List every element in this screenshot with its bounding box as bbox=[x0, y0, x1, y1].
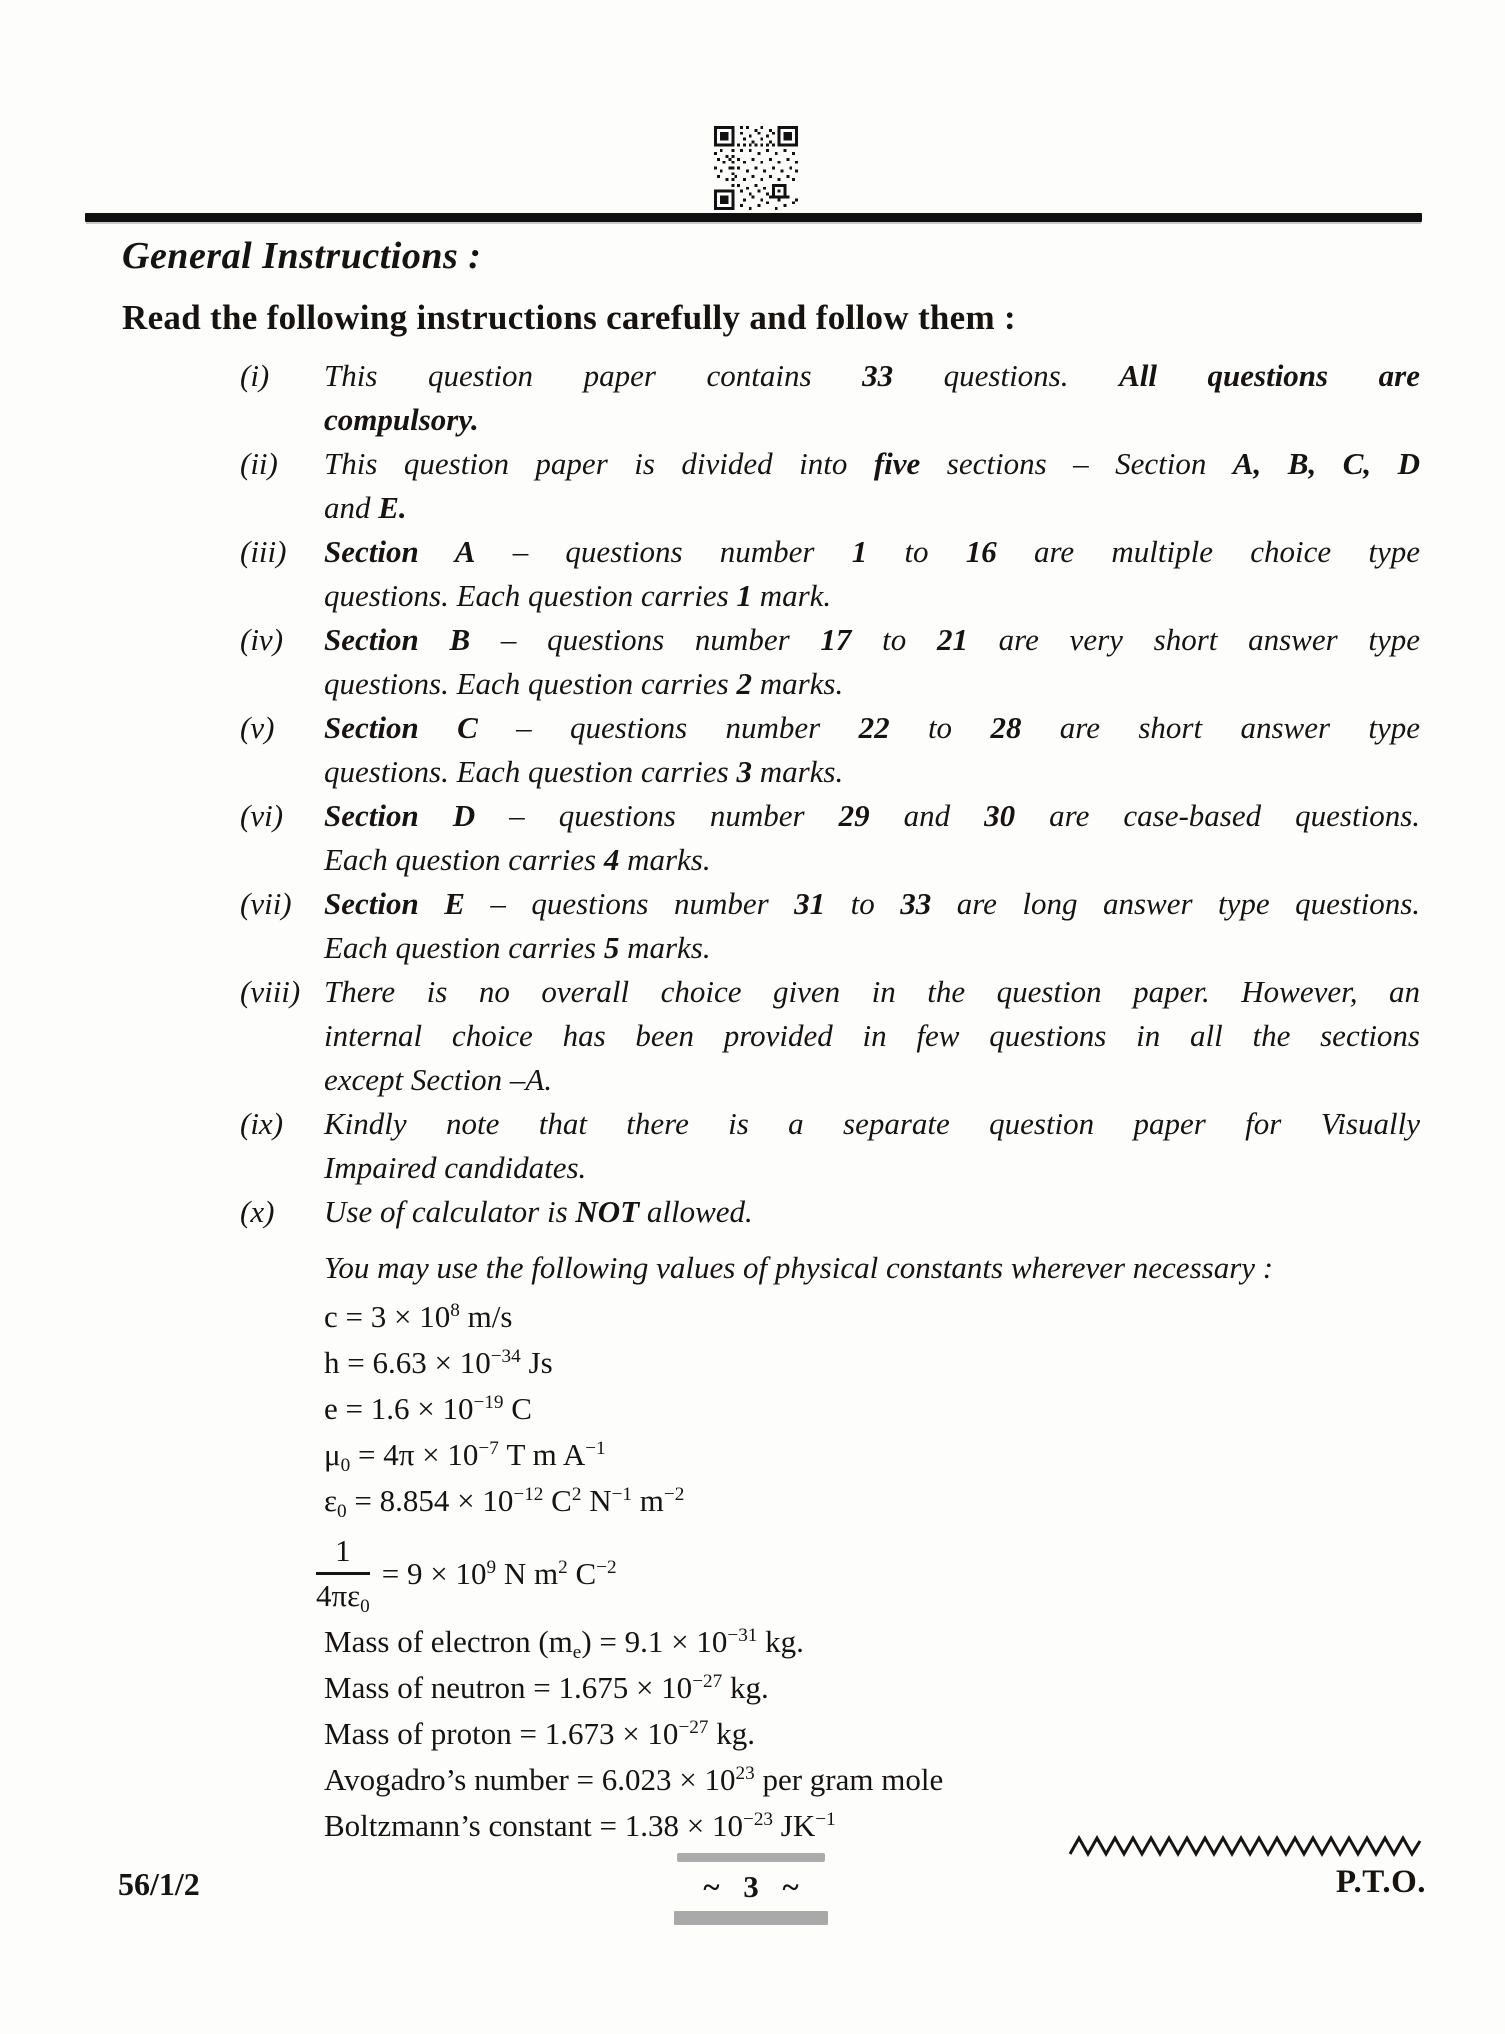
instruction-line: There is no overall choice given in the question paper. However, an bbox=[324, 974, 1420, 1009]
instruction-item bbox=[240, 354, 1420, 442]
instruction-label: (viii) bbox=[240, 974, 301, 1009]
instruction-text bbox=[324, 442, 1420, 530]
constant-line: Mass of electron $(m_e) = 9.1 \times 10^{-31}$ kg. bbox=[324, 1624, 804, 1663]
instruction-line: internal choice has been provided in few questions in all the sections bbox=[324, 1018, 1420, 1053]
instruction-text bbox=[324, 882, 1420, 970]
instruction-item bbox=[240, 618, 1420, 706]
strip-bar-bottom bbox=[674, 1911, 828, 1925]
instruction-label: (iv) bbox=[240, 622, 284, 657]
instruction-label: (vi) bbox=[240, 798, 284, 833]
instruction-line: This question paper contains 33 questions. All questions are bbox=[324, 358, 1420, 393]
instructions-heading: Read the following instructions carefully and follow them : bbox=[122, 298, 1016, 337]
instruction-label: (iii) bbox=[240, 534, 287, 569]
instruction-label: (i) bbox=[240, 358, 270, 393]
constant-line: Mass of proton = $1.673 \times 10^{-27}$ kg. bbox=[324, 1716, 755, 1751]
instruction-line: Impaired candidates. bbox=[324, 1150, 587, 1185]
instruction-item bbox=[240, 530, 1420, 618]
constant-line: $e = 1.6 \times 10^{-19}$ C bbox=[324, 1391, 532, 1426]
instruction-item bbox=[240, 882, 1420, 970]
instruction-line: Kindly note that there is a separate question paper for Visually bbox=[324, 1106, 1420, 1141]
instruction-text bbox=[324, 794, 1420, 882]
qr-code bbox=[714, 126, 798, 210]
instruction-line: and E. bbox=[324, 490, 407, 525]
instruction-text bbox=[324, 1190, 1420, 1234]
instruction-line: Section C – questions number 22 to 28 are short answer type bbox=[324, 710, 1421, 745]
instruction-item bbox=[240, 970, 1420, 1102]
constant-line: Avogadro’s number = $6.023 \times 10^{23}$ per gram mole bbox=[324, 1762, 944, 1797]
instruction-line: questions. Each question carries 2 marks. bbox=[324, 666, 844, 701]
instruction-label: (vii) bbox=[240, 886, 292, 921]
instruction-item bbox=[240, 794, 1420, 882]
constant-line: $\mu_0 = 4\pi \times 10^{-7}$ T m $A^{-1}$ bbox=[324, 1437, 606, 1476]
instruction-text bbox=[324, 530, 1420, 618]
page-number: ~ 3 ~ bbox=[703, 1869, 799, 1904]
instruction-line: Use of calculator is NOT allowed. bbox=[324, 1194, 753, 1229]
instruction-line: questions. Each question carries 1 mark. bbox=[324, 578, 832, 613]
instruction-line: Each question carries 5 marks. bbox=[324, 930, 711, 965]
instruction-line: This question paper is divided into five sections – Section A, B, C, D bbox=[324, 446, 1420, 481]
instruction-text bbox=[324, 970, 1420, 1102]
horizontal-rule bbox=[85, 213, 1422, 222]
instruction-line: questions. Each question carries 3 marks. bbox=[324, 754, 844, 789]
instruction-line: Section E – questions number 31 to 33 are long answer type questions. bbox=[324, 886, 1421, 921]
instruction-line: Each question carries 4 marks. bbox=[324, 842, 711, 877]
paper-code: 56/1/2 bbox=[118, 1866, 200, 1902]
instruction-label: (ix) bbox=[240, 1106, 284, 1141]
constant-line: Boltzmann’s constant = $1.38 \times 10^{-23}$ $JK^{-1}$ bbox=[324, 1808, 836, 1843]
instruction-text bbox=[324, 354, 1420, 442]
strip-bar-top bbox=[677, 1853, 825, 1862]
pto-label: P.T.O. bbox=[1335, 1864, 1426, 1900]
instruction-item bbox=[240, 706, 1420, 794]
instruction-line: Section D – questions number 29 and 30 are case-based questions. bbox=[324, 798, 1421, 833]
constants-note: You may use the following values of physical constants wherever necessary : bbox=[324, 1250, 1274, 1285]
constant-line: $\varepsilon_0 = 8.854 \times 10^{-12}$ $C^2$ $N^{-1}$ $m^{-2}$ bbox=[324, 1483, 685, 1522]
instructions-list bbox=[122, 354, 1420, 1234]
page-number-strip bbox=[677, 1853, 825, 1925]
constants-list bbox=[316, 1294, 1420, 1849]
instruction-label: (v) bbox=[240, 710, 275, 745]
instruction-item bbox=[240, 1102, 1420, 1190]
page-title: General Instructions : bbox=[122, 235, 482, 277]
page-content bbox=[122, 234, 1420, 1849]
constant-line: $c = 3 \times 10^8$ m/s bbox=[324, 1299, 513, 1334]
constant-line: $h = 6.63 \times 10^{-34}$ Js bbox=[324, 1345, 553, 1380]
instruction-text bbox=[324, 706, 1420, 794]
instruction-line: compulsory. bbox=[324, 402, 479, 437]
instruction-label: (ii) bbox=[240, 446, 278, 481]
instruction-label: (x) bbox=[240, 1194, 275, 1229]
constant-line: Mass of neutron = $1.675 \times 10^{-27}$ kg. bbox=[324, 1670, 769, 1705]
instruction-text bbox=[324, 618, 1420, 706]
instruction-line: Section B – questions number 17 to 21 are very short answer type bbox=[324, 622, 1421, 657]
wavy-line bbox=[1068, 1834, 1424, 1858]
instruction-line: Section A – questions number 1 to 16 are multiple choice type bbox=[324, 534, 1420, 569]
instruction-line: except Section –A. bbox=[324, 1062, 553, 1097]
instruction-item bbox=[240, 442, 1420, 530]
constant-line: $\frac{1}{4\pi\varepsilon_0}$ = $9 \times 10^9$ N $m^2$ $C^{-2}$ bbox=[316, 1533, 617, 1617]
instruction-text bbox=[324, 1102, 1420, 1190]
fraction: $\frac{1}{4\pi\varepsilon_0}$ bbox=[316, 1533, 370, 1617]
instruction-item bbox=[240, 1190, 1420, 1234]
